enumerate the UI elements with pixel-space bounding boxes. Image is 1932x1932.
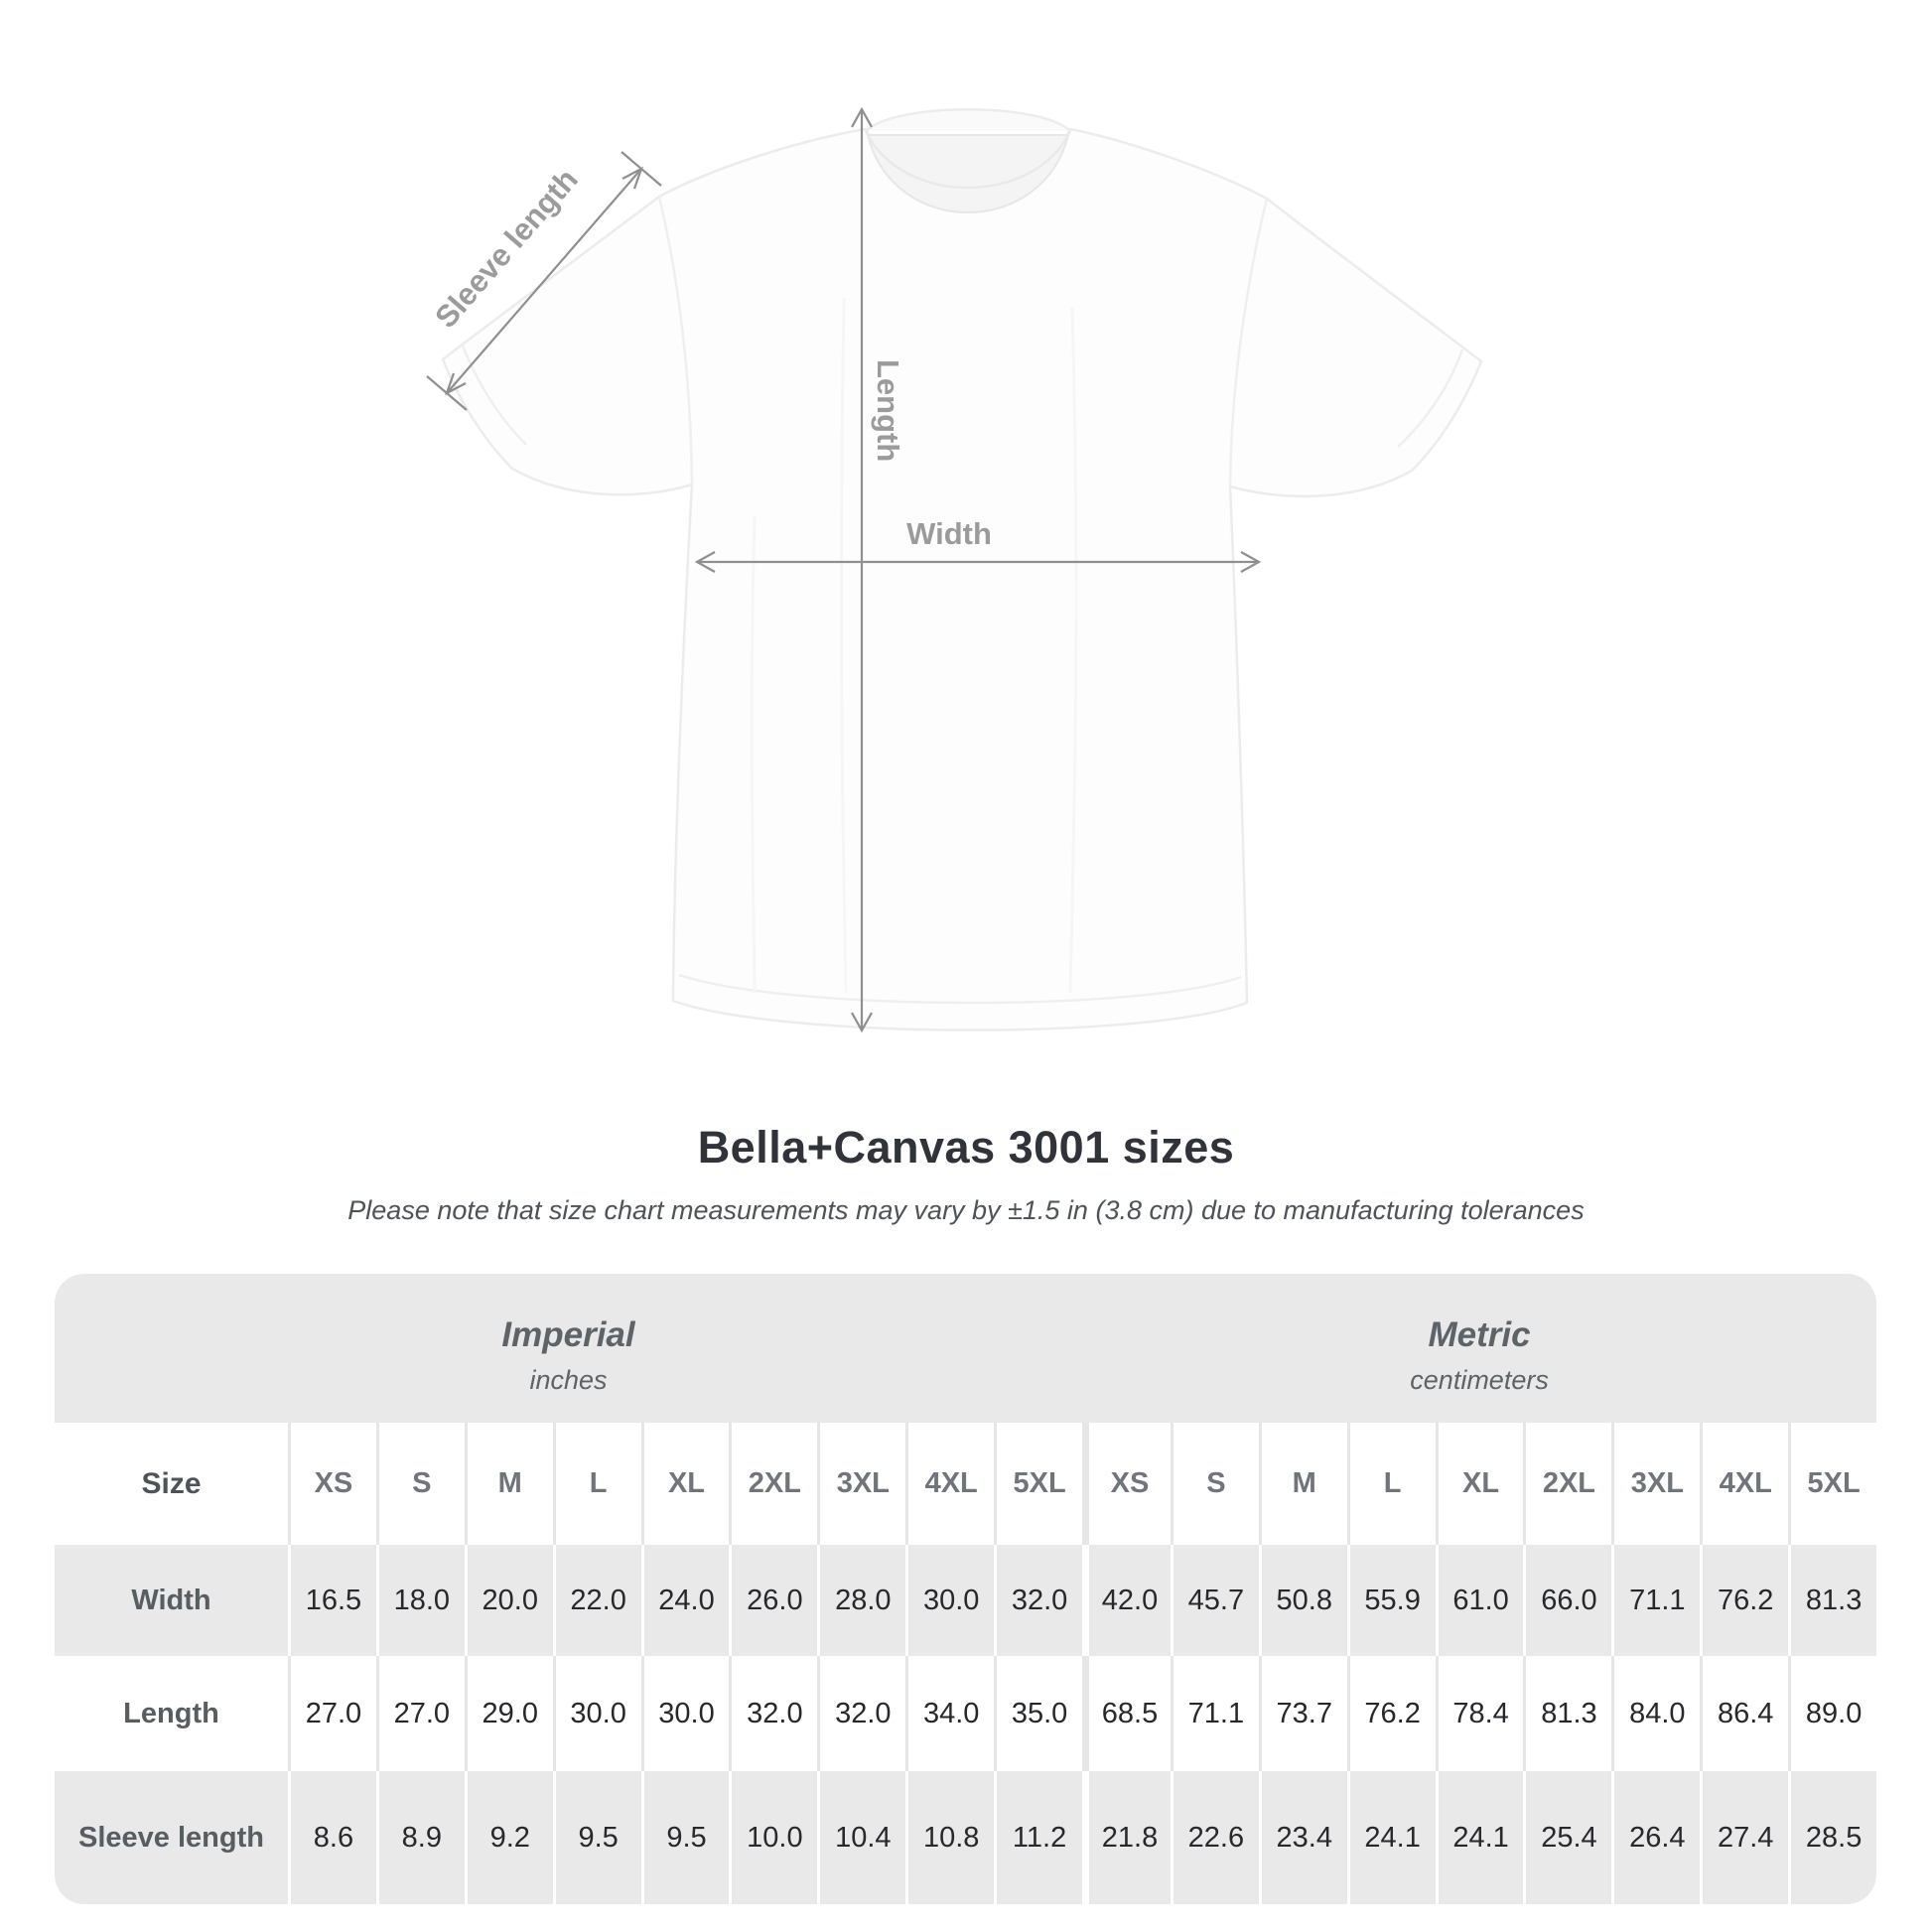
size-header-row (55, 1423, 1876, 1545)
size-header-cell: 2XL (1523, 1423, 1611, 1545)
size-column-header: Size (55, 1423, 288, 1545)
value-cell: 27.4 (1700, 1771, 1788, 1904)
value-cell: 30.0 (641, 1656, 730, 1771)
page-title: Bella+Canvas 3001 sizes (697, 1122, 1235, 1173)
sleeve-length-row (55, 1771, 1876, 1904)
value-cell: 66.0 (1523, 1545, 1611, 1656)
value-cell: 76.2 (1700, 1545, 1788, 1656)
value-cell: 78.4 (1436, 1656, 1524, 1771)
value-cell: 81.3 (1788, 1545, 1876, 1656)
value-cell: 16.5 (288, 1545, 376, 1656)
value-cell: 9.5 (641, 1771, 730, 1904)
value-cell: 28.5 (1788, 1771, 1876, 1904)
size-header-cell: XS (1082, 1423, 1171, 1545)
tshirt-back-collar (866, 109, 1070, 131)
size-header-cell: XS (288, 1423, 376, 1545)
row-label-width: Width (55, 1545, 288, 1656)
value-cell: 26.0 (729, 1545, 817, 1656)
value-cell: 22.6 (1171, 1771, 1259, 1904)
value-cell: 10.4 (817, 1771, 905, 1904)
value-cell: 24.1 (1347, 1771, 1436, 1904)
imperial-group-header (55, 1274, 1082, 1423)
value-cell: 32.0 (817, 1656, 905, 1771)
value-cell: 32.0 (729, 1656, 817, 1771)
value-cell: 8.6 (288, 1771, 376, 1904)
row-label-length: Length (55, 1656, 288, 1771)
size-table (55, 1274, 1876, 1904)
row-label-sleeve-length: Sleeve length (55, 1771, 288, 1904)
value-cell: 23.4 (1259, 1771, 1347, 1904)
value-cell: 26.4 (1611, 1771, 1700, 1904)
value-cell: 11.2 (994, 1771, 1082, 1904)
size-header-cell: XL (641, 1423, 730, 1545)
value-cell: 29.0 (465, 1656, 553, 1771)
size-header-cell: M (1259, 1423, 1347, 1545)
value-cell: 24.0 (641, 1545, 730, 1656)
value-cell: 24.1 (1436, 1771, 1524, 1904)
value-cell: 73.7 (1259, 1656, 1347, 1771)
metric-label: Metric (1428, 1314, 1531, 1354)
size-header-cell: M (465, 1423, 553, 1545)
width-row (55, 1545, 1876, 1656)
value-cell: 55.9 (1347, 1545, 1436, 1656)
value-cell: 86.4 (1700, 1656, 1788, 1771)
value-cell: 21.8 (1082, 1771, 1171, 1904)
value-cell: 9.2 (465, 1771, 553, 1904)
value-cell: 61.0 (1436, 1545, 1524, 1656)
value-cell: 30.0 (905, 1545, 994, 1656)
size-header-cell: 4XL (1700, 1423, 1788, 1545)
size-header-cell: 5XL (1788, 1423, 1876, 1545)
size-header-cell: S (1171, 1423, 1259, 1545)
sleeve-length-label: Sleeve length (428, 162, 585, 336)
value-cell: 89.0 (1788, 1656, 1876, 1771)
length-label: Length (871, 359, 905, 463)
value-cell: 84.0 (1611, 1656, 1700, 1771)
value-cell: 30.0 (553, 1656, 641, 1771)
metric-unit: centimeters (1410, 1364, 1549, 1395)
value-cell: 45.7 (1171, 1545, 1259, 1656)
value-cell: 27.0 (376, 1656, 465, 1771)
value-cell: 22.0 (553, 1545, 641, 1656)
size-header-cell: 5XL (994, 1423, 1082, 1545)
value-cell: 76.2 (1347, 1656, 1436, 1771)
value-cell: 34.0 (905, 1656, 994, 1771)
size-header-cell: 4XL (905, 1423, 994, 1545)
value-cell: 27.0 (288, 1656, 376, 1771)
value-cell: 71.1 (1171, 1656, 1259, 1771)
value-cell: 10.0 (729, 1771, 817, 1904)
value-cell: 35.0 (994, 1656, 1082, 1771)
value-cell: 10.8 (905, 1771, 994, 1904)
length-row (55, 1656, 1876, 1771)
value-cell: 9.5 (553, 1771, 641, 1904)
metric-group-header (1082, 1274, 1876, 1423)
size-header-cell: 3XL (817, 1423, 905, 1545)
value-cell: 25.4 (1523, 1771, 1611, 1904)
imperial-label: Imperial (501, 1314, 635, 1354)
size-header-cell: 3XL (1611, 1423, 1700, 1545)
value-cell: 18.0 (376, 1545, 465, 1656)
value-cell: 68.5 (1082, 1656, 1171, 1771)
value-cell: 32.0 (994, 1545, 1082, 1656)
value-cell: 50.8 (1259, 1545, 1347, 1656)
value-cell: 8.9 (376, 1771, 465, 1904)
size-header-cell: S (376, 1423, 465, 1545)
size-header-cell: XL (1436, 1423, 1524, 1545)
value-cell: 42.0 (1082, 1545, 1171, 1656)
size-header-cell: L (553, 1423, 641, 1545)
value-cell: 20.0 (465, 1545, 553, 1656)
unit-group-row (55, 1274, 1876, 1423)
value-cell: 28.0 (817, 1545, 905, 1656)
size-header-cell: 2XL (729, 1423, 817, 1545)
value-cell: 71.1 (1611, 1545, 1700, 1656)
size-header-cell: L (1347, 1423, 1436, 1545)
imperial-unit: inches (529, 1364, 608, 1395)
page-subtitle: Please note that size chart measurements may vary by ±1.5 in (3.8 cm) due to manufacturing tolerances (347, 1195, 1585, 1225)
value-cell: 81.3 (1523, 1656, 1611, 1771)
tshirt-outline (443, 129, 1481, 1031)
width-label: Width (906, 516, 992, 551)
